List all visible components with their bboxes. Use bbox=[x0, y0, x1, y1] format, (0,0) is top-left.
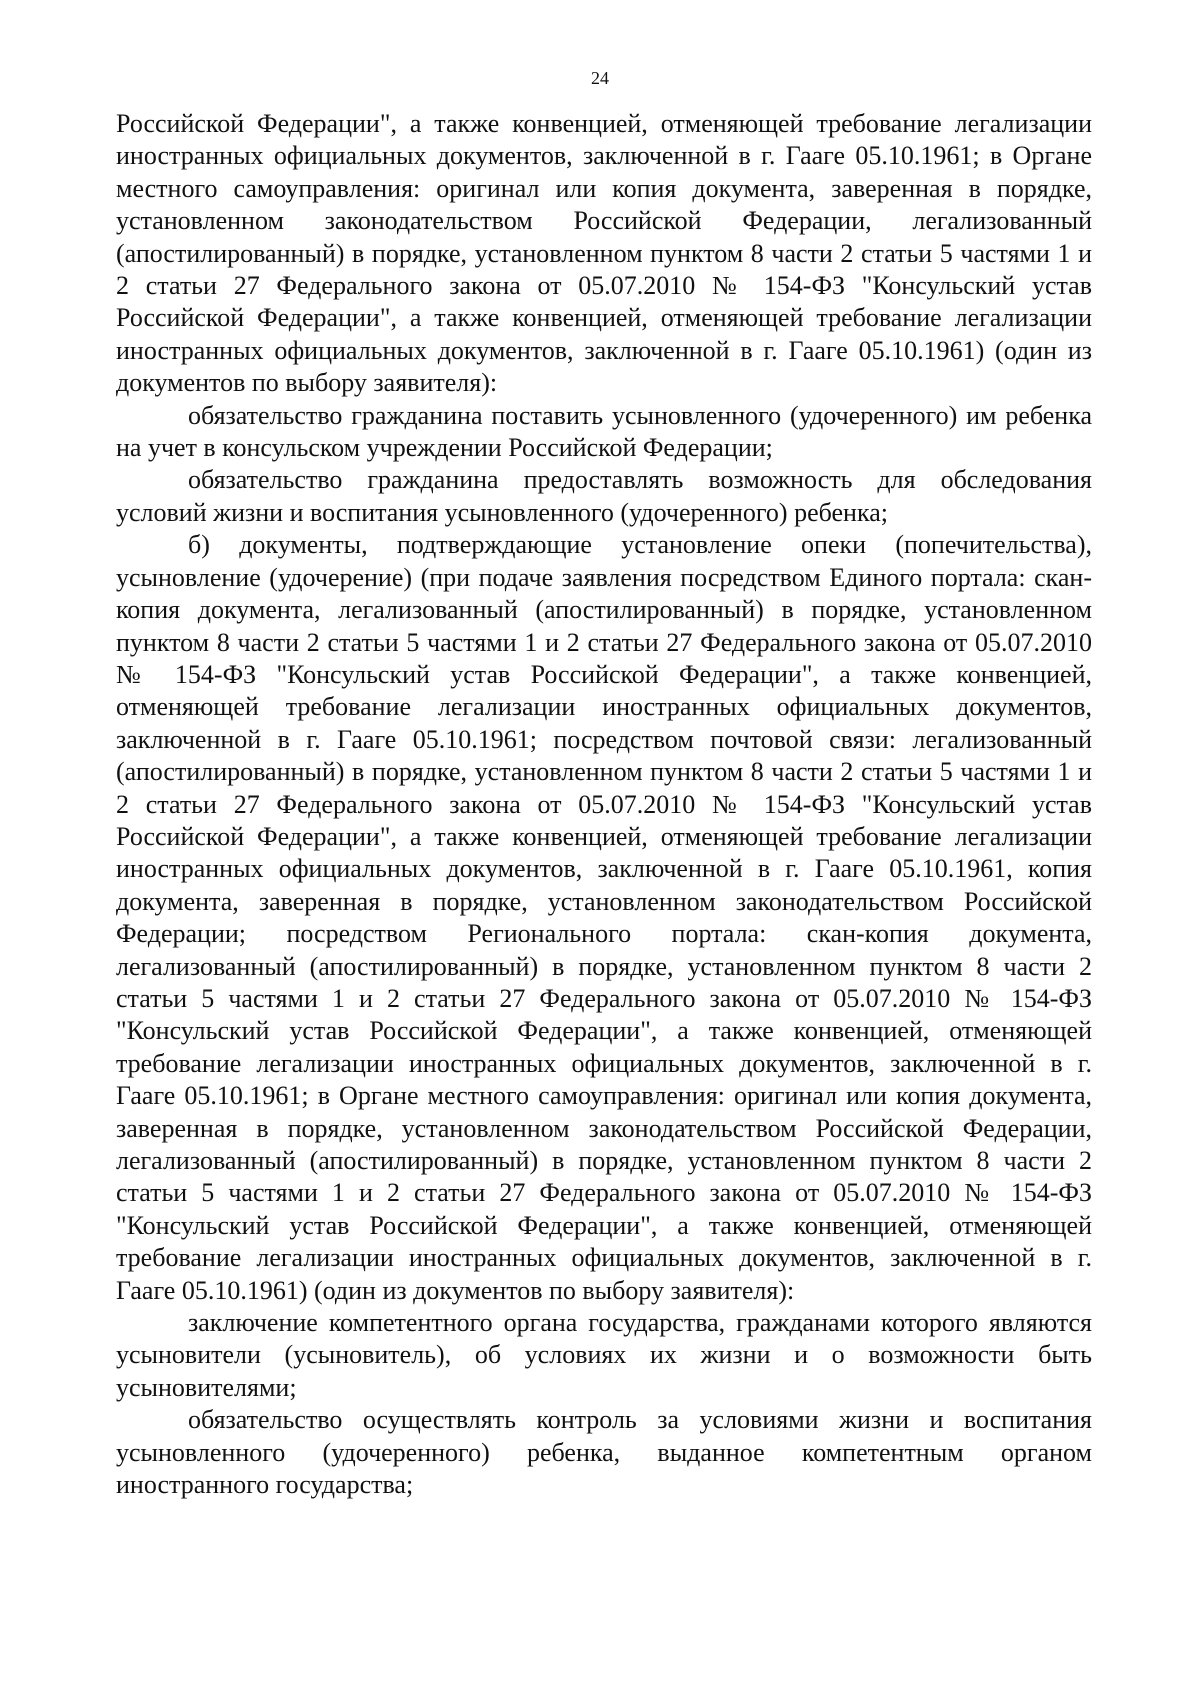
document-body bbox=[116, 108, 1092, 1501]
paragraph-continuation: Российской Федерации", а также конвенцией, отменяющей требование легализации иностранных официальных документов, заключенной в г. Гааге 05.10.1961; в Органе местного самоуправления: оригинал или копия документа, заверенная в порядке, установленном законодательством Российской Федерации, легализованный (апостилированный) в порядке, установленном пунктом 8 части 2 статьи 5 частями 1 и 2 статьи 27 Федерального закона от 05.07.2010 № 154-ФЗ "Консульский устав Российской Федерации", а также конвенцией, отменяющей требование легализации иностранных официальных документов, заключенной в г. Гааге 05.10.1961) (один из документов по выбору заявителя): bbox=[116, 109, 1092, 398]
paragraph-obligation-inspection: обязательство гражданина предоставлять возможность для обследования условий жизни и воспитания усыновленного (удочеренного) ребенка; bbox=[116, 465, 1092, 527]
page-number: 24 bbox=[591, 68, 609, 88]
paragraph-competent-authority-conclusion: заключение компетентного органа государства, гражданами которого являются усыновители (усыновитель), об условиях их жизни и о возможности быть усыновителями; bbox=[116, 1308, 1092, 1402]
paragraph-item-b-guardianship-documents: б) документы, подтверждающие установление опеки (попечительства), усыновление (удочерение) (при подаче заявления посредством Единого портала: скан-копия документа, легализованный (апостилированный) в порядке, установленном пунктом 8 части 2 статьи 5 частями 1 и 2 статьи 27 Федерального закона от 05.07.2010 № 154-ФЗ "Консульский устав Российской Федерации", а также конвенцией, отменяющей требование легализации иностранных официальных документов, заключенной в г. Гааге 05.10.1961; посредством почтовой связи: легализованный (апостилированный) в порядке, установленном пунктом 8 части 2 статьи 5 частями 1 и 2 статьи 27 Федерального закона от 05.07.2010 № 154-ФЗ "Консульский устав Российской Федерации", а также конвенцией, отменяющей требование легализации иностранных официальных документов, заключенной в г. Гааге 05.10.1961, копия документа, заверенная в порядке, установленном законодательством Российской Федерации; посредством Регионального портала: скан-копия документа, легализованный (апостилированный) в порядке, установленном пунктом 8 части 2 статьи 5 частями 1 и 2 статьи 27 Федерального закона от 05.07.2010 № 154-ФЗ "Консульский устав Российской Федерации", а также конвенцией, отменяющей требование легализации иностранных официальных документов, заключенной в г. Гааге 05.10.1961; в Органе местного самоуправления: оригинал или копия документа, заверенная в порядке, установленном законодательством Российской Федерации, легализованный (апостилированный) в порядке, установленном пунктом 8 части 2 статьи 5 частями 1 и 2 статьи 27 Федерального закона от 05.07.2010 № 154-ФЗ "Консульский устав Российской Федерации", а также конвенцией, отменяющей требование легализации иностранных официальных документов, заключенной в г. Гааге 05.10.1961) (один из документов по выбору заявителя): bbox=[116, 530, 1092, 1305]
paragraph-obligation-consular-registration: обязательство гражданина поставить усыновленного (удочеренного) им ребенка на учет в консульском учреждении Российской Федерации; bbox=[116, 400, 1092, 463]
paragraph-obligation-control: обязательство осуществлять контроль за условиями жизни и воспитания усыновленного (удочеренного) ребенка, выданное компетентным органом иностранного государства; bbox=[116, 1405, 1092, 1500]
